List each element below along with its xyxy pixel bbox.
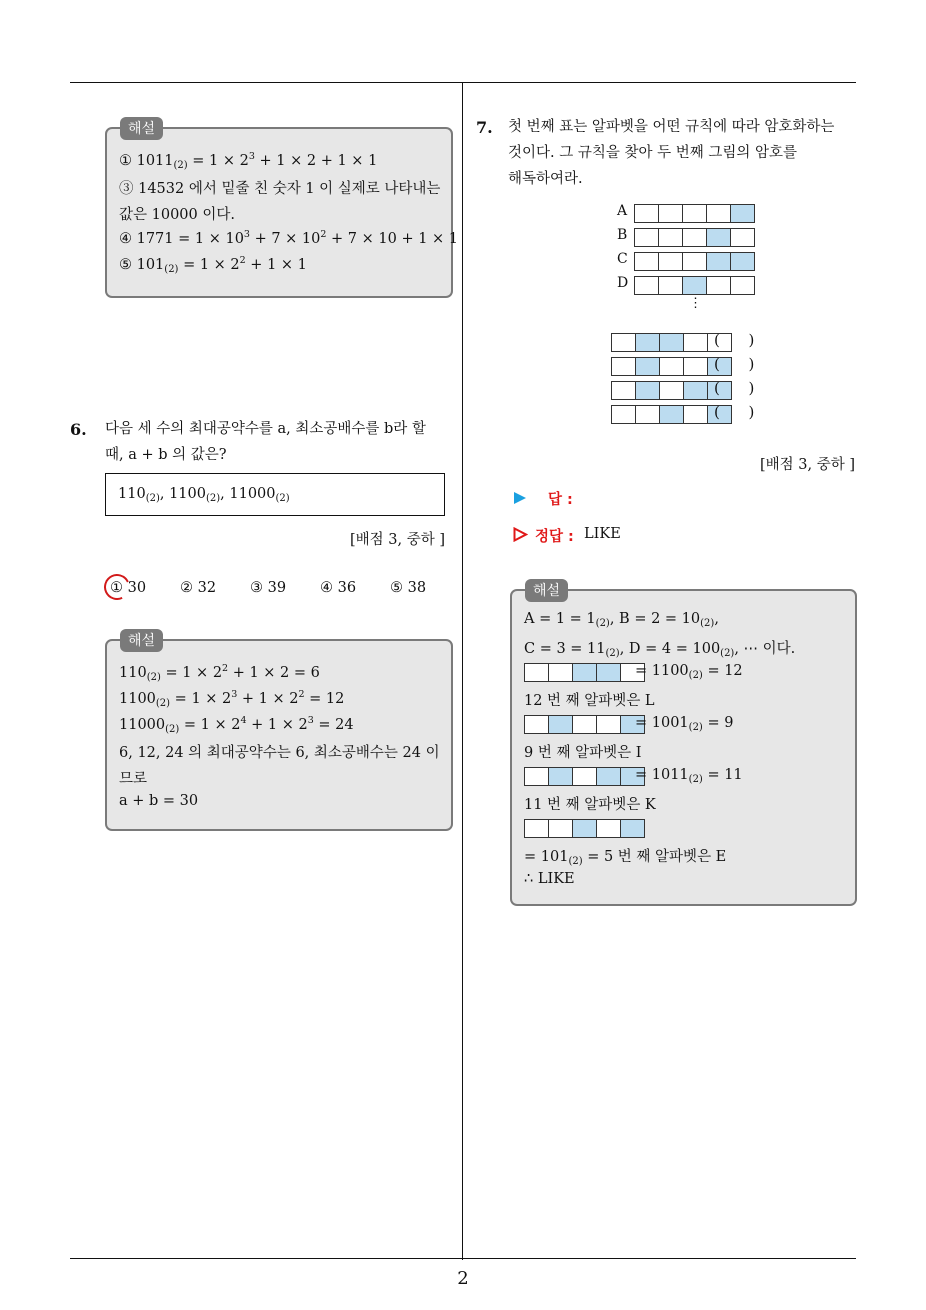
choice-1[interactable]: ① 30 xyxy=(110,580,147,596)
solution-line: $A = 1 = 1_{(2)}$, $B = 2 = 10_{(2)}$, xyxy=(524,611,719,629)
solution-line: = $1011_{(2)} = 11$ xyxy=(635,767,743,785)
cipher-row-label: D xyxy=(617,275,629,291)
solution-grid xyxy=(524,663,645,682)
correct-label: 정답 : xyxy=(535,529,574,545)
answer-blank: ( ) xyxy=(714,403,755,421)
cipher-cell-empty xyxy=(659,357,684,376)
cipher-cell-empty xyxy=(524,715,549,734)
cipher-cell-empty xyxy=(611,333,636,352)
cipher-cell-empty xyxy=(635,405,660,424)
question-line: 첫 번째 표는 알파벳을 어떤 규칙에 따라 암호화하는 xyxy=(508,119,835,135)
solution-line: $110_{(2)} = 1 \times 2^2 + 1 \times 2 = 6$ xyxy=(119,663,320,683)
cipher-cell-empty xyxy=(706,276,731,295)
cipher-cell-empty xyxy=(634,204,659,223)
solution-box-7 xyxy=(510,583,857,906)
cipher-cell-filled xyxy=(548,767,573,786)
choice-4[interactable]: ④ 36 xyxy=(320,580,357,596)
cipher-cell-empty xyxy=(548,819,573,838)
cipher-cell-empty xyxy=(683,333,708,352)
cipher-cell-empty xyxy=(596,819,621,838)
solution-line: = $1001_{(2)} = 9$ xyxy=(635,715,734,733)
question-line: 것이다. 그 규칙을 찾아 두 번째 그림의 암호를 xyxy=(508,145,797,161)
cipher-row-label: A xyxy=(617,203,628,219)
cipher-cell-empty xyxy=(658,204,683,223)
cipher-cell-empty xyxy=(611,381,636,400)
cipher-row xyxy=(634,228,755,247)
answer-blank: ( ) xyxy=(714,331,755,349)
given-numbers: $110_{(2)}$, $1100_{(2)}$, $11000_{(2)}$ xyxy=(118,486,290,504)
cipher-cell-filled xyxy=(730,204,755,223)
cipher-cell-filled xyxy=(572,663,597,682)
answer-triangle-icon xyxy=(513,491,527,505)
cipher-cell-filled xyxy=(635,357,660,376)
solution-line: 므로 xyxy=(119,771,148,787)
vertical-ellipsis: ⋮ xyxy=(689,296,702,311)
solution-line: ⑤ $101_{(2)} = 1 \times 2^2 + 1 \times 1$ xyxy=(119,255,307,275)
cipher-cell-filled xyxy=(659,333,684,352)
cipher-cell-empty xyxy=(730,276,755,295)
question-line: 해독하여라. xyxy=(508,171,583,187)
cipher-cell-empty xyxy=(572,715,597,734)
cipher-cell-empty xyxy=(634,276,659,295)
choice-3[interactable]: ③ 39 xyxy=(250,580,287,596)
solution-tag: 해설 xyxy=(525,579,568,602)
solution-line: ∴ LIKE xyxy=(524,871,575,887)
cipher-cell-empty xyxy=(730,228,755,247)
cipher-cell-empty xyxy=(524,767,549,786)
question-number: 7. xyxy=(476,118,493,137)
solution-line: $1100_{(2)} = 1 \times 2^3 + 1 \times 2^2 = 12$ xyxy=(119,689,345,709)
bottom-rule xyxy=(70,1258,856,1259)
cipher-row-label: B xyxy=(617,227,628,243)
cipher-cell-filled xyxy=(635,381,660,400)
solution-line: 9 번 째 알파벳은 I xyxy=(524,745,642,761)
question-line: 다음 세 수의 최대공약수를 a, 최소공배수를 b라 할 xyxy=(105,421,426,437)
solution-grid xyxy=(524,767,645,786)
cipher-cell-empty xyxy=(659,381,684,400)
cipher-cell-filled xyxy=(683,381,708,400)
solution-tag: 해설 xyxy=(120,629,163,652)
cipher-cell-filled xyxy=(706,252,731,271)
cipher-cell-empty xyxy=(548,663,573,682)
solution-grid xyxy=(524,715,645,734)
cipher-cell-filled xyxy=(572,819,597,838)
question-given-box xyxy=(105,473,445,516)
cipher-cell-empty xyxy=(682,228,707,247)
cipher-cell-filled xyxy=(635,333,660,352)
solution-line: 6, 12, 24 의 최대공약수는 6, 최소공배수는 24 이 xyxy=(119,745,440,761)
cipher-cell-empty xyxy=(658,252,683,271)
cipher-cell-filled xyxy=(659,405,684,424)
cipher-cell-empty xyxy=(683,405,708,424)
cipher-cell-filled xyxy=(548,715,573,734)
points-label: [배점 3, 중하 ] xyxy=(350,532,446,548)
column-divider xyxy=(462,82,463,1260)
solution-line: 12 번 째 알파벳은 L xyxy=(524,693,655,709)
correct-value: LIKE xyxy=(584,526,621,542)
cipher-row xyxy=(634,252,755,271)
cipher-cell-empty xyxy=(524,663,549,682)
points-label: [배점 3, 중하 ] xyxy=(760,457,856,473)
correct-triangle-icon xyxy=(513,527,528,542)
solution-box-5 xyxy=(105,121,459,298)
solution-line: a + b = 30 xyxy=(119,793,199,809)
cipher-cell-filled xyxy=(620,819,645,838)
solution-line: $11000_{(2)} = 1 \times 2^4 + 1 \times 2^3 = 24$ xyxy=(119,715,354,735)
question-text xyxy=(508,114,834,192)
cipher-cell-filled xyxy=(706,228,731,247)
solution-tag: 해설 xyxy=(120,117,163,140)
cipher-cell-filled xyxy=(730,252,755,271)
cipher-cell-empty xyxy=(658,276,683,295)
solution-line: = $101_{(2)} = 5$ 번 째 알파벳은 E xyxy=(524,849,727,867)
question-line: 때, a + b 의 값은? xyxy=(105,447,227,463)
solution-line: = $1100_{(2)} = 12$ xyxy=(635,663,743,681)
cipher-cell-empty xyxy=(524,819,549,838)
cipher-cell-filled xyxy=(682,276,707,295)
choice-5[interactable]: ⑤ 38 xyxy=(390,580,427,596)
top-rule xyxy=(70,82,856,83)
solution-line: ④ $1771 = 1 \times 10^3 + 7 \times 10^2 + 7 \times 10 + 1 \times 1$ xyxy=(119,229,459,247)
answer-label: 답 : xyxy=(548,492,573,508)
solution-grid xyxy=(524,819,645,838)
page-number: 2 xyxy=(457,1268,469,1289)
solution-line: 값은 10000 이다. xyxy=(119,207,235,223)
cipher-cell-empty xyxy=(634,252,659,271)
solution-line: ③ 14532 에서 밑줄 친 숫자 1 이 실제로 나타내는 xyxy=(119,181,441,197)
cipher-cell-empty xyxy=(683,357,708,376)
cipher-cell-empty xyxy=(634,228,659,247)
cipher-cell-empty xyxy=(682,252,707,271)
question-text xyxy=(105,416,426,468)
cipher-cell-empty xyxy=(706,204,731,223)
solution-line: ① $1011_{(2)} = 1 \times 2^3 + 1 \times 2 + 1 \times 1$ xyxy=(119,151,378,171)
cipher-cell-empty xyxy=(572,767,597,786)
cipher-cell-empty xyxy=(596,715,621,734)
solution-line: $C = 3 = 11_{(2)}$, $D = 4 = 100_{(2)}$, ⋯ 이다. xyxy=(524,641,796,659)
cipher-cell-empty xyxy=(611,357,636,376)
cipher-cell-filled xyxy=(596,663,621,682)
cipher-row xyxy=(634,276,755,295)
solution-line: 11 번 째 알파벳은 K xyxy=(524,797,656,813)
answer-blank: ( ) xyxy=(714,355,755,373)
cipher-row-label: C xyxy=(617,251,628,267)
cipher-row xyxy=(634,204,755,223)
choice-2[interactable]: ② 32 xyxy=(180,580,217,596)
question-number: 6. xyxy=(70,420,87,439)
cipher-cell-empty xyxy=(611,405,636,424)
answer-blank: ( ) xyxy=(714,379,755,397)
solution-box-6 xyxy=(105,633,453,831)
cipher-cell-empty xyxy=(658,228,683,247)
cipher-cell-filled xyxy=(596,767,621,786)
cipher-cell-empty xyxy=(682,204,707,223)
